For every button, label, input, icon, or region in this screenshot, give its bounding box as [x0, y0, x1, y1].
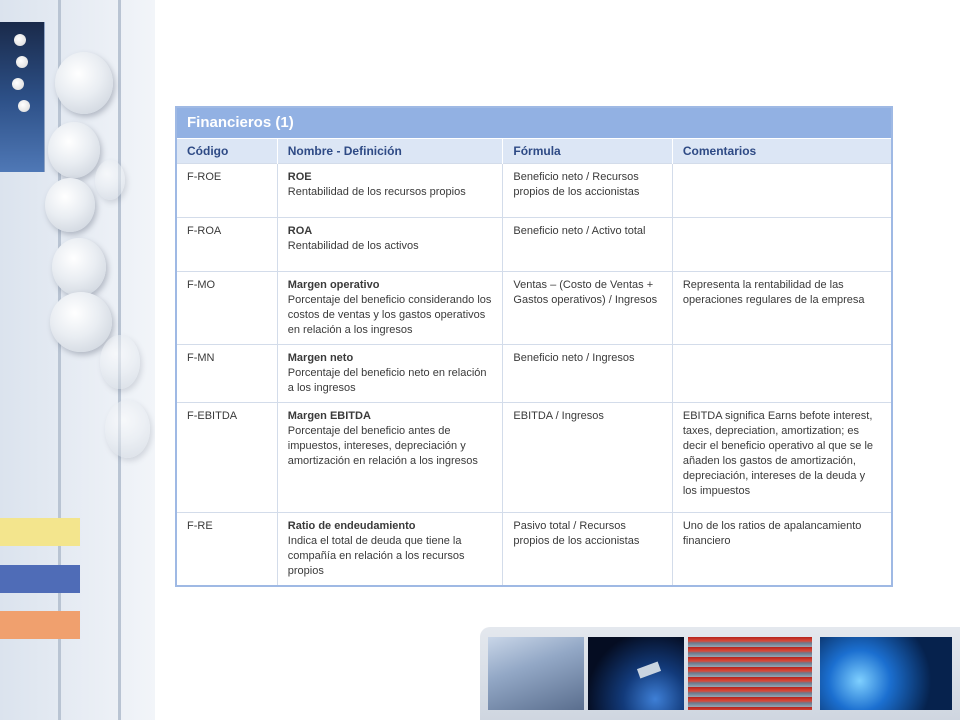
column-header: Comentarios: [672, 139, 891, 164]
name-cell: [277, 164, 503, 218]
column-header: Nombre - Definición: [277, 139, 503, 164]
kpi-table: [177, 139, 891, 585]
comment-cell: Uno de los ratios de apalancamiento financiero: [672, 513, 891, 586]
page-title: Financieros (1): [177, 108, 891, 139]
dish-icon: [100, 335, 140, 389]
comment-cell: [672, 218, 891, 272]
dish-icon: [48, 122, 100, 178]
fiber-optics-photo: [820, 637, 952, 710]
column-header: Fórmula: [503, 139, 672, 164]
dish-icon: [95, 160, 125, 200]
table-row: [177, 164, 891, 218]
code-cell: F-MN: [177, 345, 277, 403]
yellow-bar: [0, 518, 80, 546]
formula-cell: EBITDA / Ingresos: [503, 403, 672, 513]
code-cell: F-MO: [177, 272, 277, 345]
name-cell: [277, 272, 503, 345]
table-row: [177, 218, 891, 272]
kpi-name: Margen EBITDA: [287, 410, 371, 422]
dish-icon: [52, 238, 106, 296]
kpi-definition: Indica el total de deuda que tiene la compañía en relación a los recursos propios: [287, 535, 465, 577]
comment-cell: [672, 345, 891, 403]
table-header-row: [177, 139, 891, 164]
kpi-name: Ratio de endeudamiento: [287, 520, 416, 532]
kpi-definition: Rentabilidad de los activos: [287, 240, 419, 252]
name-cell: [277, 403, 503, 513]
dish-icon: [105, 400, 150, 458]
blue-bar: [0, 565, 80, 593]
kpi-definition: Rentabilidad de los recursos propios: [287, 186, 466, 198]
kpi-definition: Porcentaje del beneficio neto en relación a los ingresos: [287, 367, 487, 394]
bottom-image-strip: [480, 627, 960, 720]
antenna-photo: [488, 637, 584, 710]
formula-cell: Beneficio neto / Recursos propios de los accionistas: [503, 164, 672, 218]
code-cell: F-RE: [177, 513, 277, 586]
kpi-name: Margen operativo: [287, 279, 380, 291]
antenna-tower-image: [0, 0, 155, 720]
comment-cell: EBITDA significa Earns befote interest, taxes, depreciation, amortization; es decir el beneficio operativo al que se le añaden los gastos de amortización, depreciación, intereses de la deuda y los impuestos: [672, 403, 891, 513]
tower-photo-inset: [0, 22, 45, 172]
kpi-definition: Porcentaje del beneficio antes de impuestos, intereses, depreciación y amortización en relación a los ingresos: [287, 425, 478, 467]
code-cell: F-ROA: [177, 218, 277, 272]
financial-table-panel: [175, 106, 893, 587]
name-cell: [277, 345, 503, 403]
table-row: [177, 513, 891, 586]
kpi-name: Margen neto: [287, 352, 354, 364]
code-cell: F-EBITDA: [177, 403, 277, 513]
network-cables-photo: [688, 637, 812, 710]
satellite-photo: [588, 637, 684, 710]
dish-icon: [50, 292, 112, 352]
kpi-name: ROE: [287, 171, 312, 183]
code-cell: F-ROE: [177, 164, 277, 218]
table-row: [177, 272, 891, 345]
name-cell: [277, 218, 503, 272]
table-row: [177, 345, 891, 403]
dish-icon: [55, 52, 113, 114]
formula-cell: Beneficio neto / Ingresos: [503, 345, 672, 403]
column-header: Código: [177, 139, 277, 164]
kpi-definition: Porcentaje del beneficio considerando los costos de ventas y los gastos operativos en relación a los ingresos: [287, 294, 492, 336]
kpi-name: ROA: [287, 225, 313, 237]
table-row: [177, 403, 891, 513]
formula-cell: Ventas – (Costo de Ventas + Gastos operativos) / Ingresos: [503, 272, 672, 345]
formula-cell: Beneficio neto / Activo total: [503, 218, 672, 272]
name-cell: [277, 513, 503, 586]
comment-cell: Representa la rentabilidad de las operaciones regulares de la empresa: [672, 272, 891, 345]
comment-cell: [672, 164, 891, 218]
dish-icon: [45, 178, 95, 232]
orange-bar: [0, 611, 80, 639]
formula-cell: Pasivo total / Recursos propios de los accionistas: [503, 513, 672, 586]
